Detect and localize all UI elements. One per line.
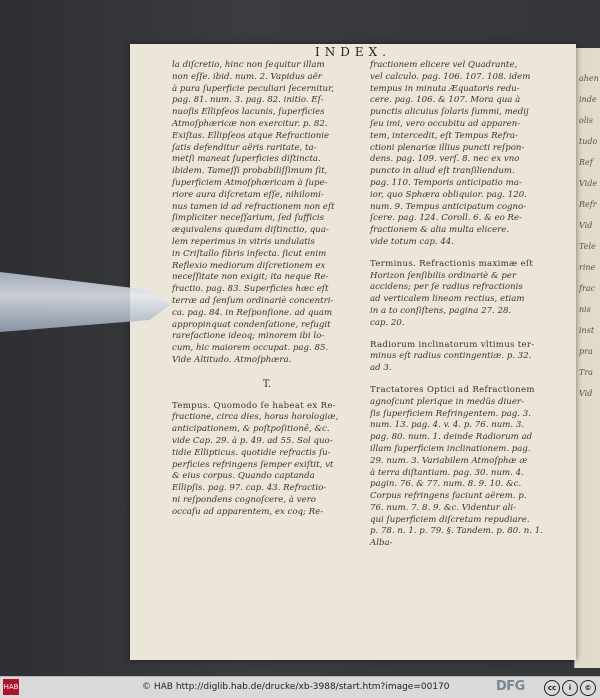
text-line: ca. pag. 84. in Reſponſione. ad quam — [172, 307, 333, 318]
text-line: non eſſe. ibid. num. 2. Vapidus aër — [172, 71, 322, 82]
cc-license-icon: cc — [544, 680, 560, 696]
text-line: fractionem & alia multa elicere. — [370, 225, 510, 236]
text-line: pag. 80. num. 1. deinde Radiorum ad — [370, 432, 533, 443]
text-line: Exiſtas. Ellipſeos atque Refractionie — [172, 130, 330, 141]
text-line: Terminus. Refractionis maximæ eſt — [370, 258, 534, 269]
next-page-fragment: pra — [579, 347, 593, 356]
text-line: ad 3. — [370, 363, 392, 374]
text-line: æquivalens quædam diſtinctio, qua- — [172, 225, 329, 236]
text-line: pag. 110. Temporis anticipatio ma- — [370, 177, 522, 188]
cc-sa-icon: © — [580, 680, 596, 696]
text-line: ſimpliciter neceſſarium, ſed ſufficis — [172, 213, 325, 224]
next-page-fragment: Vid — [579, 221, 593, 230]
text-line: rarefactione ideoq; minorem ibi lo- — [172, 331, 325, 342]
text-line: fractione, circa dies, horas horologiæ, — [172, 412, 339, 423]
text-line: tem, intercedit, eſt Tempus Refra- — [370, 130, 518, 141]
next-page-fragment: Tra — [579, 368, 593, 377]
text-line: Reflexio mediorum diſcretionem ex — [172, 260, 326, 271]
text-line: dens. pag. 109. verſ. 8. nec ex vno — [370, 154, 520, 165]
next-page-fragment: Vide — [579, 179, 598, 188]
text-line: ſis ſuperficiem Refringentem. pag. 3. — [370, 408, 531, 419]
next-page-fragment: tudo — [579, 137, 598, 146]
text-line: ctioni plenariæ illius puncti reſpon- — [370, 142, 525, 153]
text-line: terræ ad ſenſum ordinariè concentri- — [172, 295, 334, 306]
left-column — [172, 60, 362, 518]
text-line: in Criſtallo fibris infecta. ſicut enim — [172, 248, 327, 259]
book-page — [130, 44, 576, 660]
text-line: num. 9. Tempus anticipatum cogno- — [370, 201, 527, 212]
text-line: cum, hic maiorem occupat. pag. 85. — [172, 343, 329, 354]
text-line: nus tamen id ad refractionem non eſt — [172, 201, 335, 212]
text-line: num. 13. pag. 4. v. 4. p. 76. num. 3. — [370, 420, 525, 431]
next-page-fragment: ahen — [579, 74, 599, 83]
text-line: vide totum cap. 44. — [370, 236, 454, 247]
terminus-entry — [370, 259, 566, 330]
text-line: riore aura diſcretam eſſe, nihilomi- — [172, 189, 324, 200]
text-line: Ellipſis. pag. 97. cap. 43. Refractio- — [172, 483, 327, 494]
text-line: ni reſpondens cognoſcere, à vero — [172, 494, 316, 505]
text-line: Tractatores Optici ad Refractionem — [370, 384, 535, 395]
text-line: occaſu ad apparentem, ex coq; Re- — [172, 506, 324, 517]
footer-bar — [0, 676, 600, 698]
text-line: agnoſcunt plerique in medüs diuer- — [370, 396, 524, 407]
text-line: tempus in minuta Æquatoris redu- — [370, 83, 520, 94]
text-line: & eius corpus. Quando captanda — [172, 471, 315, 482]
next-page-fragment: Refr — [579, 200, 597, 209]
text-line: qui ſuperficiem diſcretam repudiare. — [370, 514, 530, 525]
text-line: la diſcretio, hinc non ſequitur illam — [172, 60, 325, 70]
dfg-logo: DFG — [496, 679, 525, 694]
text-line: à pura ſuperficie peculiari ſecernitur, — [172, 83, 334, 94]
next-page-fragment: rine — [579, 263, 596, 272]
text-line: Tempus. Quomodo ſe habeat ex Re- — [172, 400, 336, 411]
cc-by-icon: i — [562, 680, 578, 696]
text-line: tidie Ellipticus. quotidie refractis ſu- — [172, 447, 331, 458]
text-line: Horizon ſenſibilis ordinariè & per — [370, 270, 517, 281]
text-line: illam ſuperficiem inclinationem. pag. — [370, 443, 531, 454]
right-column-lines — [370, 60, 566, 249]
text-line: Corpus refringens faciunt aërem. p. — [370, 491, 527, 502]
section-letter: T. — [262, 378, 272, 390]
text-line: ſatis defenditur aëris raritate, ta- — [172, 142, 317, 153]
left-column-lines — [172, 60, 362, 367]
text-line: p. 78. n. 1. p. 79. §. Tandem. p. 80. n. 1. — [370, 526, 543, 537]
text-line: fractionem elicere vel Quadrante, — [370, 60, 518, 70]
right-column — [370, 60, 566, 550]
next-page-edge — [574, 48, 600, 668]
running-head: INDEX. — [315, 45, 391, 59]
text-line: ſuperficiem Atmoſphæricam à ſupe- — [172, 177, 328, 188]
text-line: vide Cap. 29. à p. 49. ad 55. Sol quo- — [172, 435, 333, 446]
text-line: pagin. 76. & 77. num. 8. 9. 10. &c. — [370, 479, 522, 490]
radiorum-entry — [370, 340, 566, 375]
text-line: appropinquat condenſatione, refugit — [172, 319, 331, 330]
text-line: minus eſt radius contingentiæ. p. 32. — [370, 351, 532, 362]
text-line: 29. num. 3. Variabilem Atmoſphæ æ — [370, 455, 528, 466]
text-line: in a to conſiſtens, pagina 27. 28. — [370, 305, 512, 316]
next-page-fragment: olis — [579, 116, 594, 125]
text-line: cap. 20. — [370, 317, 405, 328]
text-line: perficies refringens ſemper exiſtit, vt — [172, 459, 334, 470]
next-page-fragment: nis — [579, 305, 591, 314]
text-line: ſcere. pag. 124. Coroll. 6. & eo Re- — [370, 213, 522, 224]
text-line: accidens; per ſe radius refractionis — [370, 282, 523, 293]
text-line: metſi maneat ſuperficies diſtincta. — [172, 154, 321, 165]
text-line: punctis alicuius ſolaris ſummi, medij — [370, 107, 529, 118]
text-line: pag. 81. num. 3. pag. 82. initio. Eſ- — [172, 95, 324, 106]
text-line: Atmoſphæricæ non exercitur. p. 82. — [172, 118, 328, 129]
text-line: Vide Altitudo. Atmoſphæra. — [172, 354, 292, 365]
text-line: Alba- — [370, 538, 393, 549]
next-page-fragment: frac — [579, 284, 596, 293]
text-line: neceſſitate non exigit; ita neque Re- — [172, 272, 329, 283]
next-page-fragment: Ref — [579, 158, 593, 167]
next-page-fragment: inde — [579, 95, 597, 104]
text-line: ſeu imi, vero occubitu ad apparen- — [370, 118, 521, 129]
hab-logo: HAB — [3, 679, 19, 695]
next-page-fragment: Tele — [579, 242, 596, 251]
text-line: lem reperimus in vitris undulatis — [172, 236, 315, 247]
text-line: ior, quo Sphæra obliquior. pag. 120. — [370, 189, 527, 200]
text-line: puncto in aliud eſt tranſiliendum. — [370, 166, 515, 177]
text-line: Radiorum inclinatorum vltimus ter- — [370, 339, 535, 350]
text-line: cere. pag. 106. & 107. Mora qua à — [370, 95, 521, 106]
text-line: 76. num. 7. 8. 9. &c. Videntur ali- — [370, 502, 517, 513]
next-page-fragment: inst — [579, 326, 595, 335]
tempus-entry — [172, 401, 362, 519]
footer-url[interactable]: © HAB http://diglib.hab.de/drucke/xb-3988/start.htm?image=00170 — [142, 682, 450, 692]
text-line: anticipationem, & poſtpoſitionē, &c. — [172, 424, 330, 435]
text-line: vel calculo. pag. 106. 107. 108. idem — [370, 71, 531, 82]
tractatores-entry — [370, 385, 566, 550]
next-page-fragment: Vid — [579, 389, 593, 398]
text-line: fractio. pag. 83. Superficies hæc eſt — [172, 284, 329, 295]
text-line: ad verticalem lineam rectius, etiam — [370, 294, 525, 305]
text-line: nuoſis Ellipſeos lacunis, ſuperficies — [172, 107, 325, 118]
text-line: ibidem. Tameſſi probabiliſſimum ſit, — [172, 166, 328, 177]
text-line: à terra diſtantiam. pag. 30. num. 4. — [370, 467, 524, 478]
